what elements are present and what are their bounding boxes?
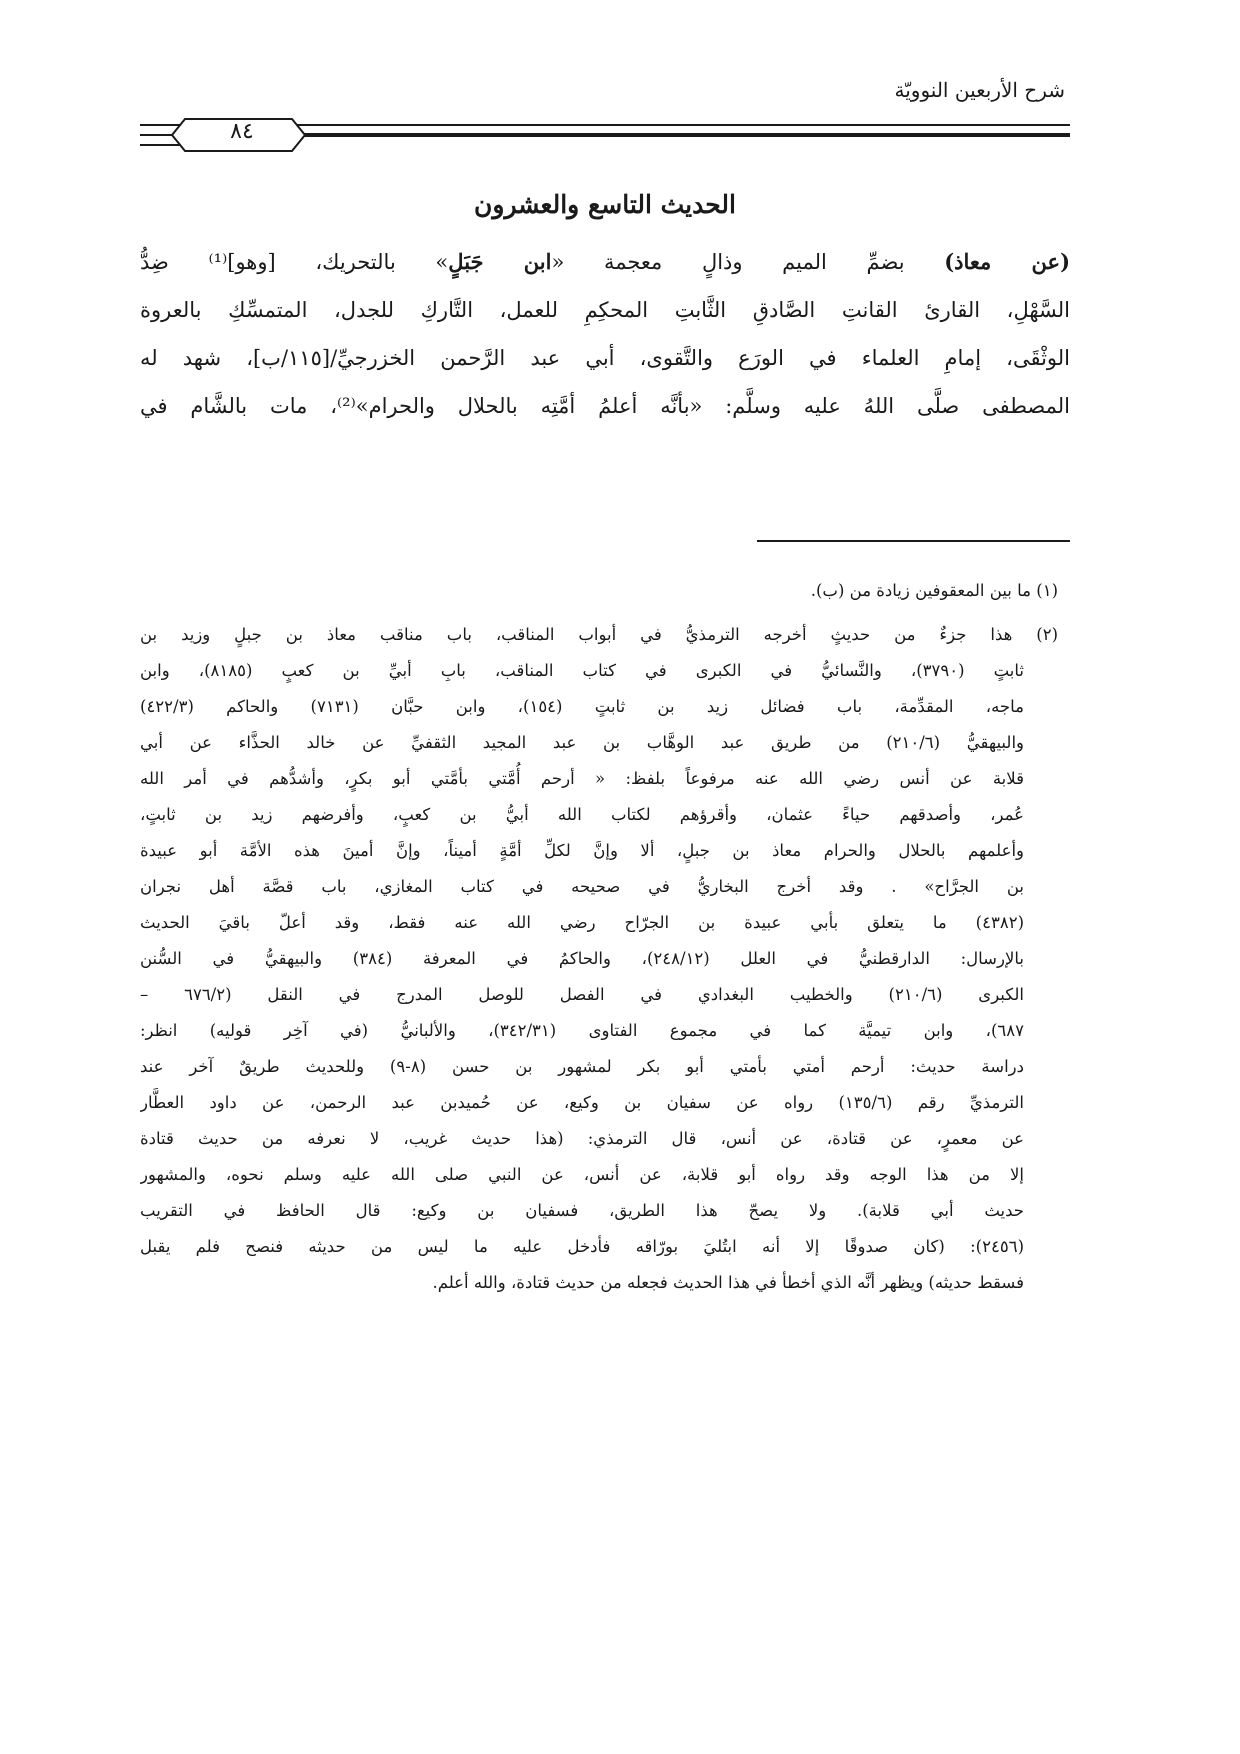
footnote-line: ثابتٍ (٣٧٩٠)، والنَّسائيُّ في الكبرى في كتاب المناقب، بابِ أبيِّ بن كعبٍ (٨١٨٥)، وابن [140,661,1024,680]
body-line: الوثْقَى، إمامِ العلماء في الورَع والتَّقوى، أبي عبد الرَّحمن الخزرجيِّ/[١١٥/ب]، شهد له [140,346,1070,370]
body-line [140,238,1070,286]
footnote-line: عُمر، وأصدقهم حياءً عثمان، وأقرؤهم لكتاب الله أبيُّ بن كعبٍ، وأفرضهم زيد بن ثابتٍ، [140,805,1024,824]
footnote-line: إلا من هذا الوجه وقد رواه أبو قلابة، عن أنس، عن النبي صلى الله عليه وسلم نحوه، والمشهور [140,1165,1024,1184]
chapter-title: الحديث التاسع والعشرون [474,190,736,219]
footnote-line: فسقط حديثه) ويظهر أنَّه الذي أخطأ في هذا الحديث فجعله من حديث قتادة، والله أعلم. [432,1273,1024,1292]
body-segment: » بالتحريك، [وهو]⁽¹⁾ ضِدُّ [140,250,449,274]
footnote-line: الكبرى (٢١٠/٦) والخطيب البغدادي في الفصل للوصل المدرج في النقل (٦٧٦/٢ – [140,985,1024,1004]
body-segment: بضمِّ الميم وذالٍ معجمة « [551,250,945,274]
footnote-line: (٢٤٥٦): (كان صدوقًا إلا أنه ابتُليَ بورّاقه فأدخل عليه ما ليس من حديثه فنصح فلم يقبل [140,1237,1024,1256]
footnote-separator [757,540,1070,542]
paren-close: ) [944,249,955,274]
footnote-line: حديث أبي قلابة). ولا يصحّ هذا الطريق، فسفيان بن وكيع: قال الحافظ في التقريب [140,1201,1024,1220]
paren-open: ( [1060,249,1070,274]
footnote-line: بن الجرَّاح» . وقد أخرج البخاريُّ في صحيحه في كتاب المغازي، باب قصَّة أهل نجران [140,877,1024,896]
footnotes [140,573,1070,1301]
footnote-line: الترمذيِّ رقم (١٣٥/٦) رواه عن سفيان بن وكيع، عن حُميدبن عبد الرحمن، عن داود العطَّار [140,1093,1024,1112]
footnote-line: بالإرسال: الدارقطنيُّ في العلل (٢٤٨/١٢)، والحاكمُ في المعرفة (٣٨٤) والبيهقيُّ في السُّنن [140,949,1024,968]
body-line: المصطفى صلَّى اللهُ عليه وسلَّم: «بأنَّه أعلمُ أمَّتِه بالحلال والحرام»⁽²⁾، مات بالشَّام في [140,394,1070,418]
footnote-line: وأعلمهم بالحلال والحرام معاذ بن جبلٍ، ألا وإنَّ لكلِّ أمَّةٍ أميناً، وإنَّ أمينَ هذه الأمَّة أبو عبيدة [140,841,1024,860]
footnote-line: عن معمرٍ، عن قتادة، عن أنس، قال الترمذي: (هذا حديث غريب، لا نعرفه من حديث قتادة [140,1129,1024,1148]
footnote-line: والبيهقيُّ (٢١٠/٦) من طريق عبد الوهَّاب بن عبد المجيد الثقفيِّ عن خالد الحذَّاء عن أبي [140,733,1024,752]
running-title: شرح الأربعين النوويّة [894,78,1065,102]
narrator-name: عن معاذ [954,249,1061,274]
main-body-text [140,238,1070,430]
ibn-jabal: ابن جَبَلٍ [448,249,552,274]
footnote-2 [140,617,1070,1301]
body-line: السَّهْلِ، القارئ القانتِ الصَّادقِ الثَّابتِ المحكِمِ للعمل، التَّاركِ للجدل، المتمسِّكِ بالعروة [140,298,1070,322]
page-number: ٨٤ [230,119,254,144]
footnote-line: ٦٨٧)، وابن تيميَّة كما في مجموع الفتاوى (٣٤٢/٣١)، والألبانيُّ (في آخِر قوليه) انظر: [140,1021,1024,1040]
footnote-1: (١) ما بين المعقوفين زيادة من (ب). [810,581,1058,600]
footnote-line: (٢) هذا جزءٌ من حديثٍ أخرجه الترمذيُّ في أبواب المناقب، باب مناقب معاذ بن جبلٍ وزيد بن [140,625,1058,644]
footnote-line: ماجه، المقدِّمة، باب فضائل زيد بن ثابتٍ (١٥٤)، وابن حبَّان (٧١٣١) والحاكم (٤٢٢/٣) [140,697,1025,716]
footnote-line: دراسة حديث: أرحم أمتي بأمتي أبو بكر لمشهور بن حسن (٨-٩) وللحديث طريقٌ آخر عند [140,1057,1024,1076]
footnote-line: (٤٣٨٢) ما يتعلق بأبي عبيدة بن الجرّاح رضي الله عنه فقط، وقد أعلّ باقيَ الحديث [140,913,1024,932]
footnote-line: قلابة عن أنس رضي الله عنه مرفوعاً بلفظ: « أرحم أُمَّتي بأمَّتي أبو بكرٍ، وأشدُّهم في أمر الله [140,769,1024,788]
